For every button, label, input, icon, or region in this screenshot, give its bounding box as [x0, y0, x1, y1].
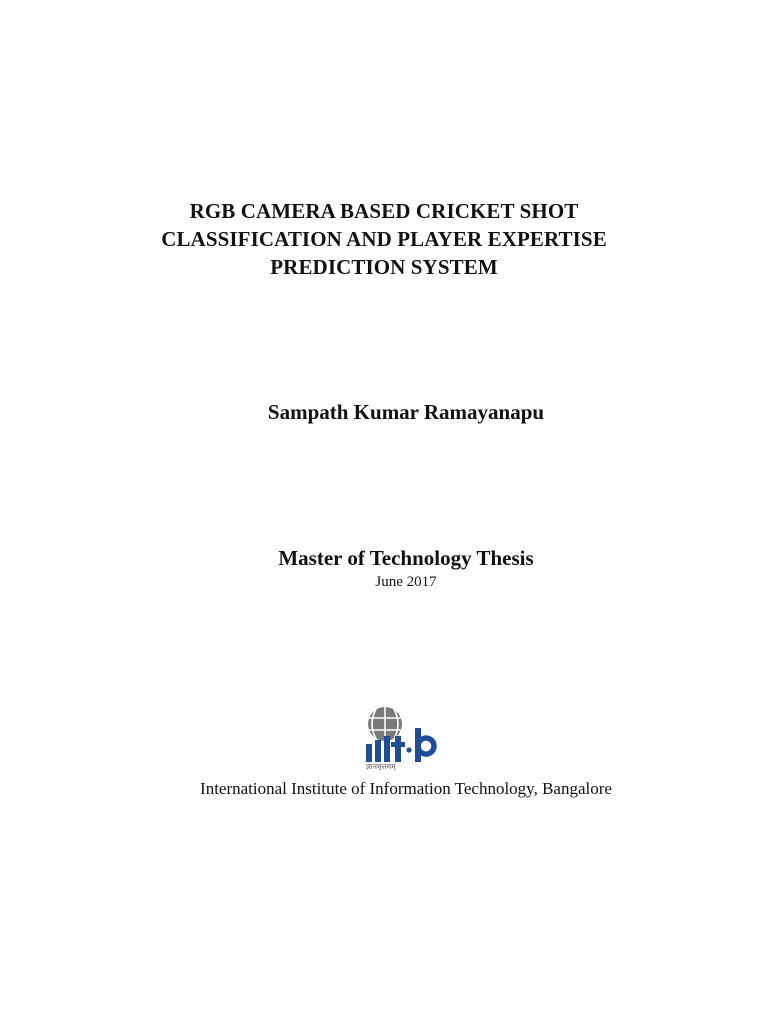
globe-icon: [368, 707, 402, 741]
logo-letter-b: [418, 728, 434, 762]
submission-date: June 2017: [375, 574, 437, 590]
institute-name: International Institute of Information Technology, Bangalore: [200, 779, 612, 798]
degree-label: Master of Technology Thesis: [278, 546, 534, 570]
logo-letter-t: [391, 736, 405, 762]
iiitb-logo: [362, 706, 452, 770]
author-name: Sampath Kumar Ramayanapu: [267, 400, 545, 424]
iiit-bars: [366, 736, 390, 762]
logo-dot: [406, 747, 411, 752]
thesis-title-line-3: PREDICTION SYSTEM: [270, 255, 498, 279]
logo-tagline: ज्ञानमुत्तमम्: [366, 762, 396, 770]
thesis-title-line-1: RGB CAMERA BASED CRICKET SHOT: [189, 199, 579, 223]
thesis-title: [0, 197, 768, 281]
thesis-title-line-2: CLASSIFICATION AND PLAYER EXPERTISE: [161, 227, 607, 251]
